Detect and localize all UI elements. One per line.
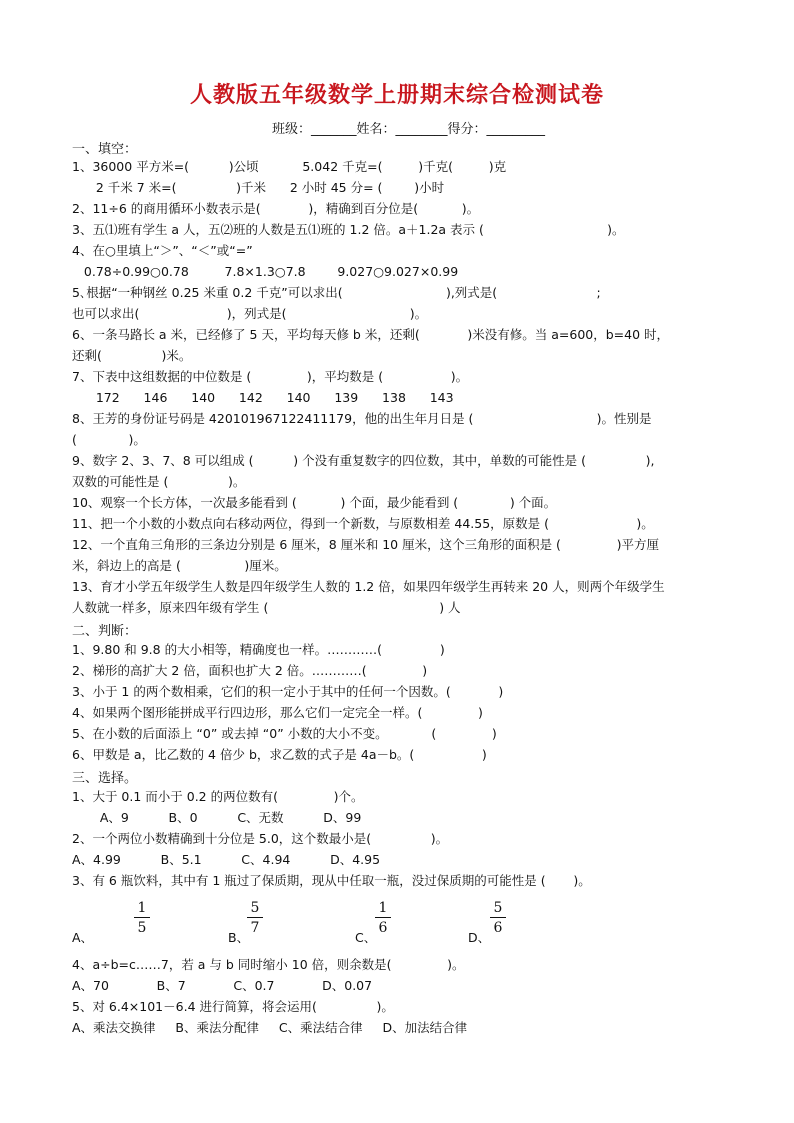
fill-line: 10、观察一个长方体，一次最多能看到 ( ) 个面，最少能看到 ( ) 个面。 [72, 495, 557, 510]
exam-title: 人教版五年级数学上册期末综合检测试卷 [189, 82, 604, 108]
judge-line: 3、小于 1 的两个数相乘，它们的积一定小于其中的任何一个因数。( ) [72, 684, 504, 699]
fill-line: 1、36000 平方米=( )公顷 5.042 千克=( )千克( )克 [72, 159, 507, 174]
section-heading-judge: 二、判断： [72, 624, 138, 639]
choice-question: 3、有 6 瓶饮料，其中有 1 瓶过了保质期，现从中任取一瓶，没过保质期的可能性是 ( )。 [72, 873, 591, 888]
fill-line: 双数的可能性是 ( )。 [72, 474, 246, 489]
fraction-numerator: 1 [378, 900, 388, 916]
option-label: A、 [72, 930, 94, 945]
fraction-numerator: 1 [137, 900, 147, 916]
fill-line: 5､根据“一种钢丝 0.25 米重 0.2 千克”可以求出( ),列式是( ; [72, 285, 601, 300]
choice-options: A、4.99 B、5.1 C、4.94 D、4.95 [72, 852, 381, 867]
fill-line: 6、一条马路长 a 米，已经修了 5 天，平均每天修 b 米，还剩( )米没有修。当 a=600，b=40 时， [72, 327, 670, 342]
judge-line: 1、9.80 和 9.8 的大小相等，精确度也一样。…………( ) [72, 642, 445, 657]
option-label: D、 [468, 930, 491, 945]
option-label: C、 [355, 930, 377, 945]
fraction-bar [134, 917, 150, 918]
fill-line: 3、五⑴班有学生 a 人，五⑵班的人数是五⑴班的 1.2 倍。a＋1.2a 表示 ( )。 [72, 222, 625, 237]
section-heading-fill-blank: 一、填空： [72, 142, 138, 157]
fill-line: 4、在○里填上“＞”、“＜”或“=” [72, 243, 253, 258]
fill-line-data-row: 172 146 140 142 140 139 138 143 [72, 390, 454, 405]
option-label: B、 [228, 930, 250, 945]
fill-line: 也可以求出( )，列式是( )。 [72, 306, 428, 321]
fill-line: ( )。 [72, 432, 146, 447]
student-info-line: 班级：_______姓名：________得分：_________ [272, 122, 546, 137]
fill-line: 2 千米 7 米=( )千米 2 小时 45 分= ( )小时 [72, 180, 445, 195]
fill-line: 0.78÷0.99○0.78 7.8×1.3○7.8 9.027○9.027×0.99 [72, 264, 459, 279]
fill-line: 9、数字 2、3、7、8 可以组成 ( ) 个没有重复数字的四位数，其中，单数的可能性是 ( ), [72, 453, 655, 468]
fraction [490, 900, 506, 936]
fraction [134, 900, 150, 936]
judge-line: 6、甲数是 a，比乙数的 4 倍少 b，求乙数的式子是 4a－b。( ) [72, 747, 487, 762]
judge-line: 2、梯形的高扩大 2 倍，面积也扩大 2 倍。…………( ) [72, 663, 428, 678]
fraction-bar [247, 917, 263, 918]
fill-line: 人数就一样多，原来四年级有学生 ( ) 人 [72, 600, 461, 615]
judge-line: 5、在小数的后面添上 “0” 或去掉 “0” 小数的大小不变。 ( ) [72, 726, 497, 741]
fraction-denominator: 6 [378, 920, 388, 936]
fraction-bar [490, 917, 506, 918]
fill-line: 12、一个直角三角形的三条边分别是 6 厘米，8 厘米和 10 厘米，这个三角形的面积是 ( )平方厘 [72, 537, 659, 552]
choice-question: 1、大于 0.1 而小于 0.2 的两位数有( )个。 [72, 789, 364, 804]
fill-line: 2、11÷6 的商用循环小数表示是( )，精确到百分位是( )。 [72, 201, 480, 216]
section-heading-choice: 三、选择。 [72, 771, 138, 786]
fill-line: 米，斜边上的高是 ( )厘米。 [72, 558, 287, 573]
judge-line: 4、如果两个图形能拼成平行四边形，那么它们一定完全一样。( ) [72, 705, 483, 720]
fill-line: 11、把一个小数的小数点向右移动两位，得到一个新数，与原数相差 44.55，原数是 ( )。 [72, 516, 654, 531]
fill-line: 7、下表中这组数据的中位数是 ( )，平均数是 ( )。 [72, 369, 469, 384]
fraction-numerator: 5 [493, 900, 503, 916]
fraction-bar [375, 917, 391, 918]
choice-options: A、9 B、0 C、无数 D、99 [72, 810, 362, 825]
choice-options: A、乘法交换律 B、乘法分配律 C、乘法结合律 D、加法结合律 [72, 1020, 468, 1035]
fill-line: 8、王芳的身份证号码是 420101967122411179，他的出生年月日是 ( )。性别是 [72, 411, 652, 426]
fill-line: 还剩( )米。 [72, 348, 192, 363]
choice-question: 2、一个两位小数精确到十分位是 5.0，这个数最小是( )。 [72, 831, 449, 846]
choice-question: 4、a÷b=c……7，若 a 与 b 同时缩小 10 倍，则余数是( )。 [72, 957, 465, 972]
fraction-numerator: 5 [250, 900, 260, 916]
choice-question: 5、对 6.4×101－6.4 进行简算，将会运用( )。 [72, 999, 394, 1014]
fraction-denominator: 5 [137, 920, 147, 936]
fraction-denominator: 7 [250, 920, 260, 936]
fraction [375, 900, 391, 936]
fill-line: 13、育才小学五年级学生人数是四年级学生人数的 1.2 倍，如果四年级学生再转来 20 人，则两个年级学生 [72, 579, 665, 594]
fraction [247, 900, 263, 936]
fraction-denominator: 6 [493, 920, 503, 936]
choice-options: A、70 B、7 C、0.7 D、0.07 [72, 978, 373, 993]
